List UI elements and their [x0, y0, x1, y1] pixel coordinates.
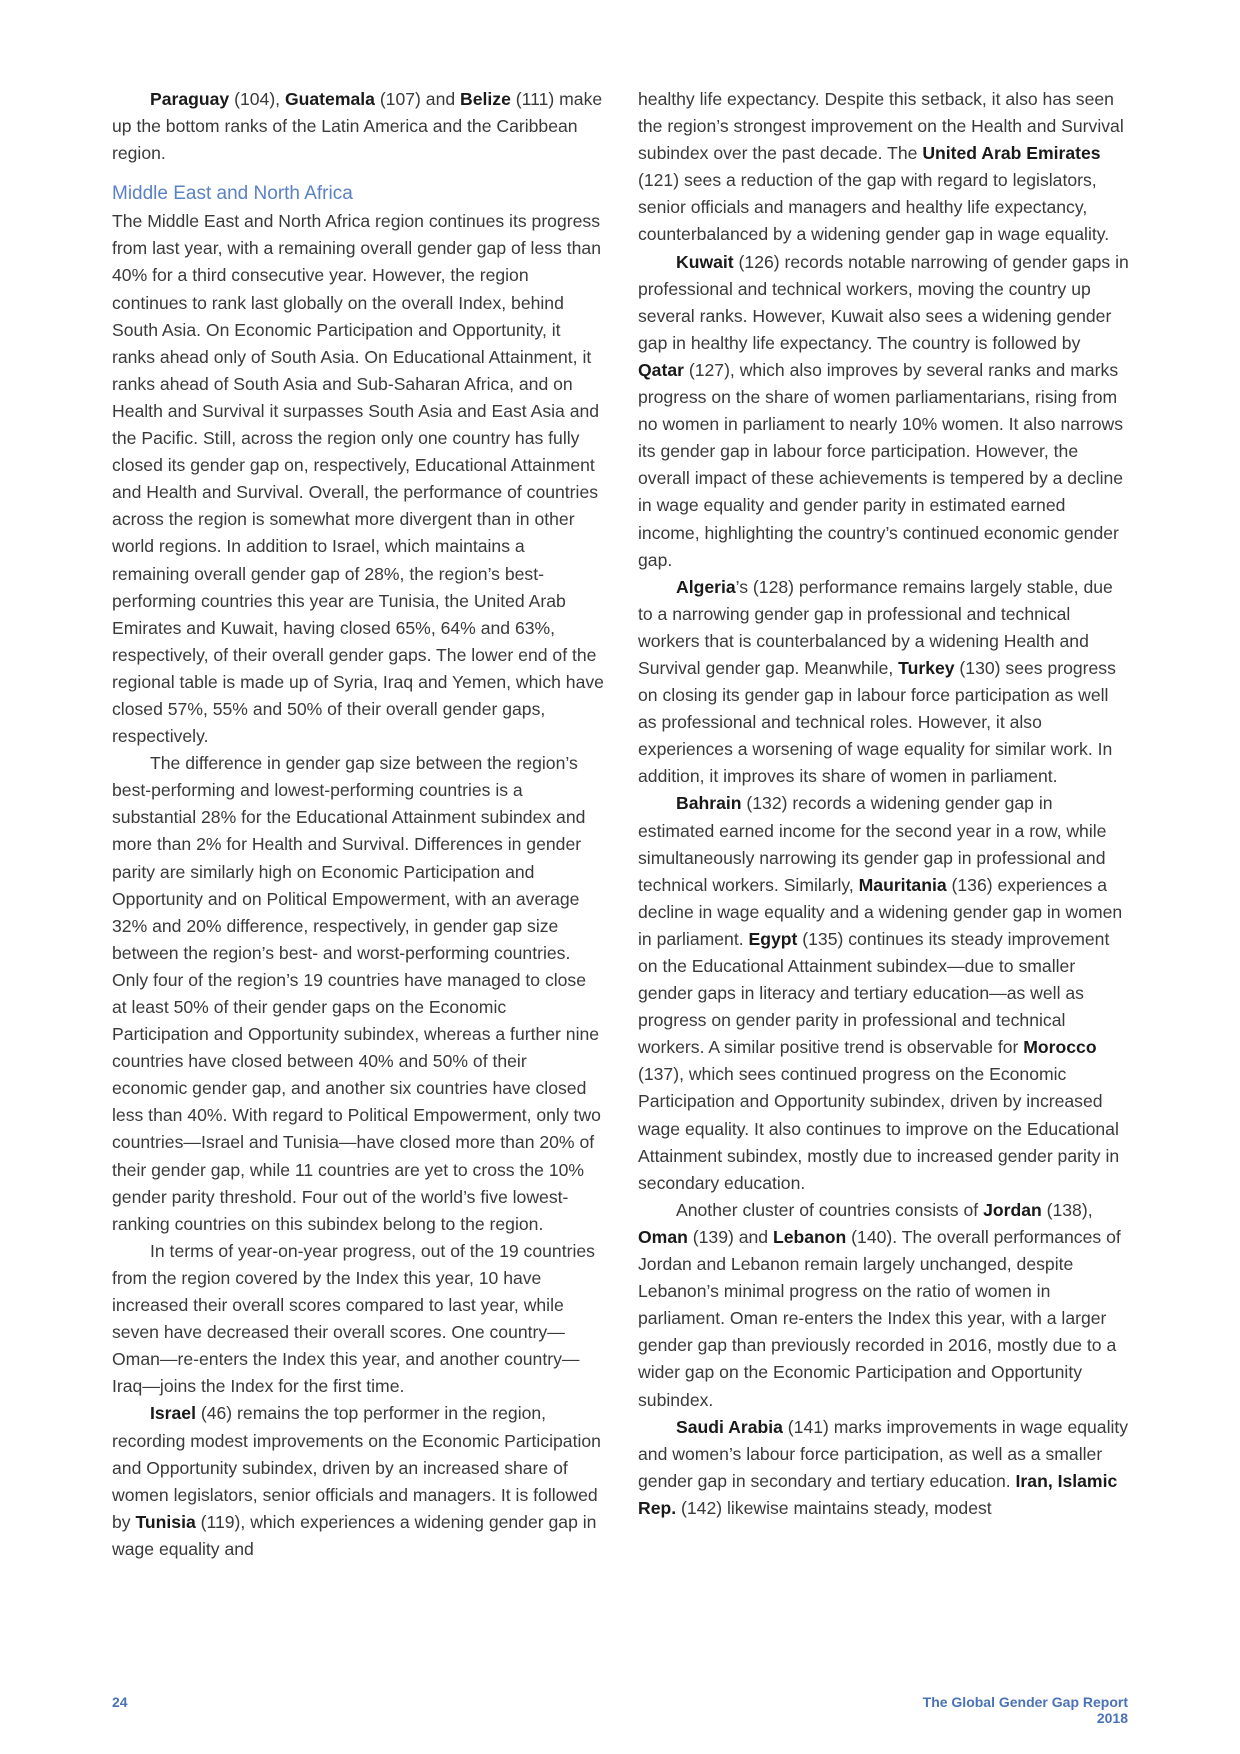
paragraph-kuwait-qatar: Kuwait (126) records notable narrowing of gender gaps in professional and technical workers, moving the country up several ranks. However, Kuwait also sees a widening gender gap in healthy life expectancy. The country is followed by Qatar (127), which also improves by several ranks and marks progress on the share of women parliamentarians, rising from no women in parliament to nearly 10% women. It also narrows its gender gap in labour force participation. However, the overall impact of these achievements is tempered by a decline in wage equality and gender parity in estimated earned income, highlighting the country’s continued economic gender gap.	[638, 251, 1129, 570]
country-name: United Arab Emirates	[922, 143, 1101, 164]
country-name: Algeria	[676, 576, 736, 597]
paragraph-region-overview: The Middle East and North Africa region continues its progress from last year, with a remaining overall gender gap of less than 40% for a third consecutive year. However, the region continues to rank last globally on the overall Index, behind South Asia. On Economic Participation and Opportunity, it ranks ahead only of South Asia. On Educational Attainment, it ranks ahead of South Asia and Sub-Saharan Africa, and on Health and Survival it surpasses South Asia and East Asia and the Pacific. Still, across the region only one country has fully closed its gender gap on, respectively, Educational Attainment and Health and Survival. Overall, the performance of countries across the region is somewhat more divergent than in other world regions. In addition to Israel, which maintains a remaining overall gender gap of 28%, the region’s best-performing countries this year are Tunisia, the United Arab Emirates and Kuwait, having closed 65%, 64% and 63%, respectively, of their overall gender gaps. The lower end of the regional table is made up of Syria, Iraq and Yemen, which have closed 57%, 55% and 50% of their overall gender gaps, respectively.	[112, 211, 604, 747]
paragraph-jordan-oman-lebanon: Another cluster of countries consists of Jordan (138), Oman (139) and Lebanon (140). The overall performances of Jordan and Lebanon remain largely unchanged, despite Lebanon’s minimal progress on the ratio of women in parliament. Oman re-enters the Index this year, with a larger gender gap than previously recorded in 2016, mostly due to a wider gap on the Economic Participation and Opportunity subindex.	[638, 1199, 1121, 1410]
paragraph-year-on-year: In terms of year-on-year progress, out of the 19 countries from the region covered by the Index this year, 10 have increased their overall scores compared to last year, while seven have decreased their overall scores. One country—Oman—re-enters the Index this year, and another country—Iraq—joins the Index for the first time.	[112, 1240, 595, 1397]
paragraph-gap-differences: The difference in gender gap size between the region’s best-performing and lowest-performing countries is a substantial 28% for the Educational Attainment subindex and more than 2% for Health and Survival. Differences in gender parity are similarly high on Economic Participation and Opportunity and on Political Empowerment, with an average 32% and 20% difference, respectively, in gender gap size between the region’s best- and worst-performing countries. Only four of the region’s 19 countries have managed to close at least 50% of their gender gaps on the Economic Participation and Opportunity subindex, whereas a further nine countries have closed between 40% and 50% of their economic gender gap, and another six countries have closed less than 40%. With regard to Political Empowerment, only two countries—Israel and Tunisia—have closed more than 20% of their gender gap, while 11 countries are yet to cross the 10% gender parity threshold. Four out of the world’s five lowest-ranking countries on this subindex belong to the region.	[112, 753, 601, 1234]
paragraph-latin-america-bottom: Paraguay (104), Guatemala (107) and Belize (111) make up the bottom ranks of the Latin America and the Caribbean region.	[112, 89, 603, 164]
country-name: Belize	[460, 89, 511, 109]
country-name: Tunisia	[135, 1511, 196, 1532]
section-heading: Middle East and North Africa	[112, 183, 353, 205]
paragraph-uae: healthy life expectancy. Despite this setback, it also has seen the region’s strongest improvement on the Health and Survival subindex over the past decade. The United Arab Emirates (121) sees a reduction of the gap with regard to legislators, senior officials and managers and healthy life expectancy, counterbalanced by a widening gender gap in wage equality.	[638, 89, 1124, 245]
country-name: Turkey	[898, 657, 955, 678]
country-name: Paraguay	[150, 89, 230, 109]
paragraph-saudi-iran: Saudi Arabia (141) marks improvements in wage equality and women’s labour force participation, as well as a smaller gender gap in secondary and tertiary education. Iran, Islamic Rep. (142) likewise maintains steady, modest	[638, 1416, 1129, 1518]
country-name: Egypt	[748, 928, 798, 949]
country-name: Israel	[150, 1403, 196, 1424]
country-name: Lebanon	[772, 1226, 847, 1247]
country-name: Oman	[638, 1226, 688, 1247]
country-name: Iran, Islamic Rep.	[638, 1470, 1118, 1518]
country-name: Jordan	[983, 1199, 1042, 1220]
page-number: 24	[112, 1694, 128, 1710]
right-column	[638, 86, 1130, 1522]
country-name: Morocco	[1023, 1037, 1097, 1058]
report-title: The Global Gender Gap Report 2018	[922, 1694, 1128, 1726]
paragraph-israel: Israel (46) remains the top performer in the region, recording modest improvements on the Economic Participation and Opportunity subindex, driven by an increased share of women legislators, senior officials and managers. It is followed by Tunisia (119), which experiences a widening gender gap in wage equality and	[112, 1403, 601, 1559]
left-column	[112, 86, 604, 1563]
country-name: Mauritania	[858, 874, 947, 895]
country-name: Qatar	[638, 359, 684, 380]
paragraph-algeria-turkey: Algeria’s (128) performance remains largely stable, due to a narrowing gender gap in professional and technical workers that is counterbalanced by a widening Health and Survival gender gap. Meanwhile, Turkey (130) sees progress on closing its gender gap in labour force participation as well as professional and technical roles. However, it also experiences a worsening of wage equality for similar work. In addition, it improves its share of women in parliament.	[638, 576, 1116, 787]
paragraph-bahrain-egypt-morocco: Bahrain (132) records a widening gender gap in estimated earned income for the second year in a row, while simultaneously narrowing its gender gap in professional and technical workers. Similarly, Mauritania (136) experiences a decline in wage equality and a widening gender gap in women in parliament. Egypt (135) continues its steady improvement on the Educational Attainment subindex—due to smaller gender gaps in literacy and tertiary education—as well as progress on gender parity in professional and technical workers. A similar positive trend is observable for Morocco (137), which sees continued progress on the Economic Participation and Opportunity subindex, driven by increased wage equality. It also continues to improve on the Educational Attainment subindex, mostly due to increased gender parity in secondary education.	[638, 793, 1123, 1193]
country-name: Bahrain	[676, 793, 742, 814]
country-name: Guatemala	[284, 89, 375, 109]
country-name: Saudi Arabia	[676, 1416, 783, 1437]
country-name: Kuwait	[676, 251, 734, 272]
